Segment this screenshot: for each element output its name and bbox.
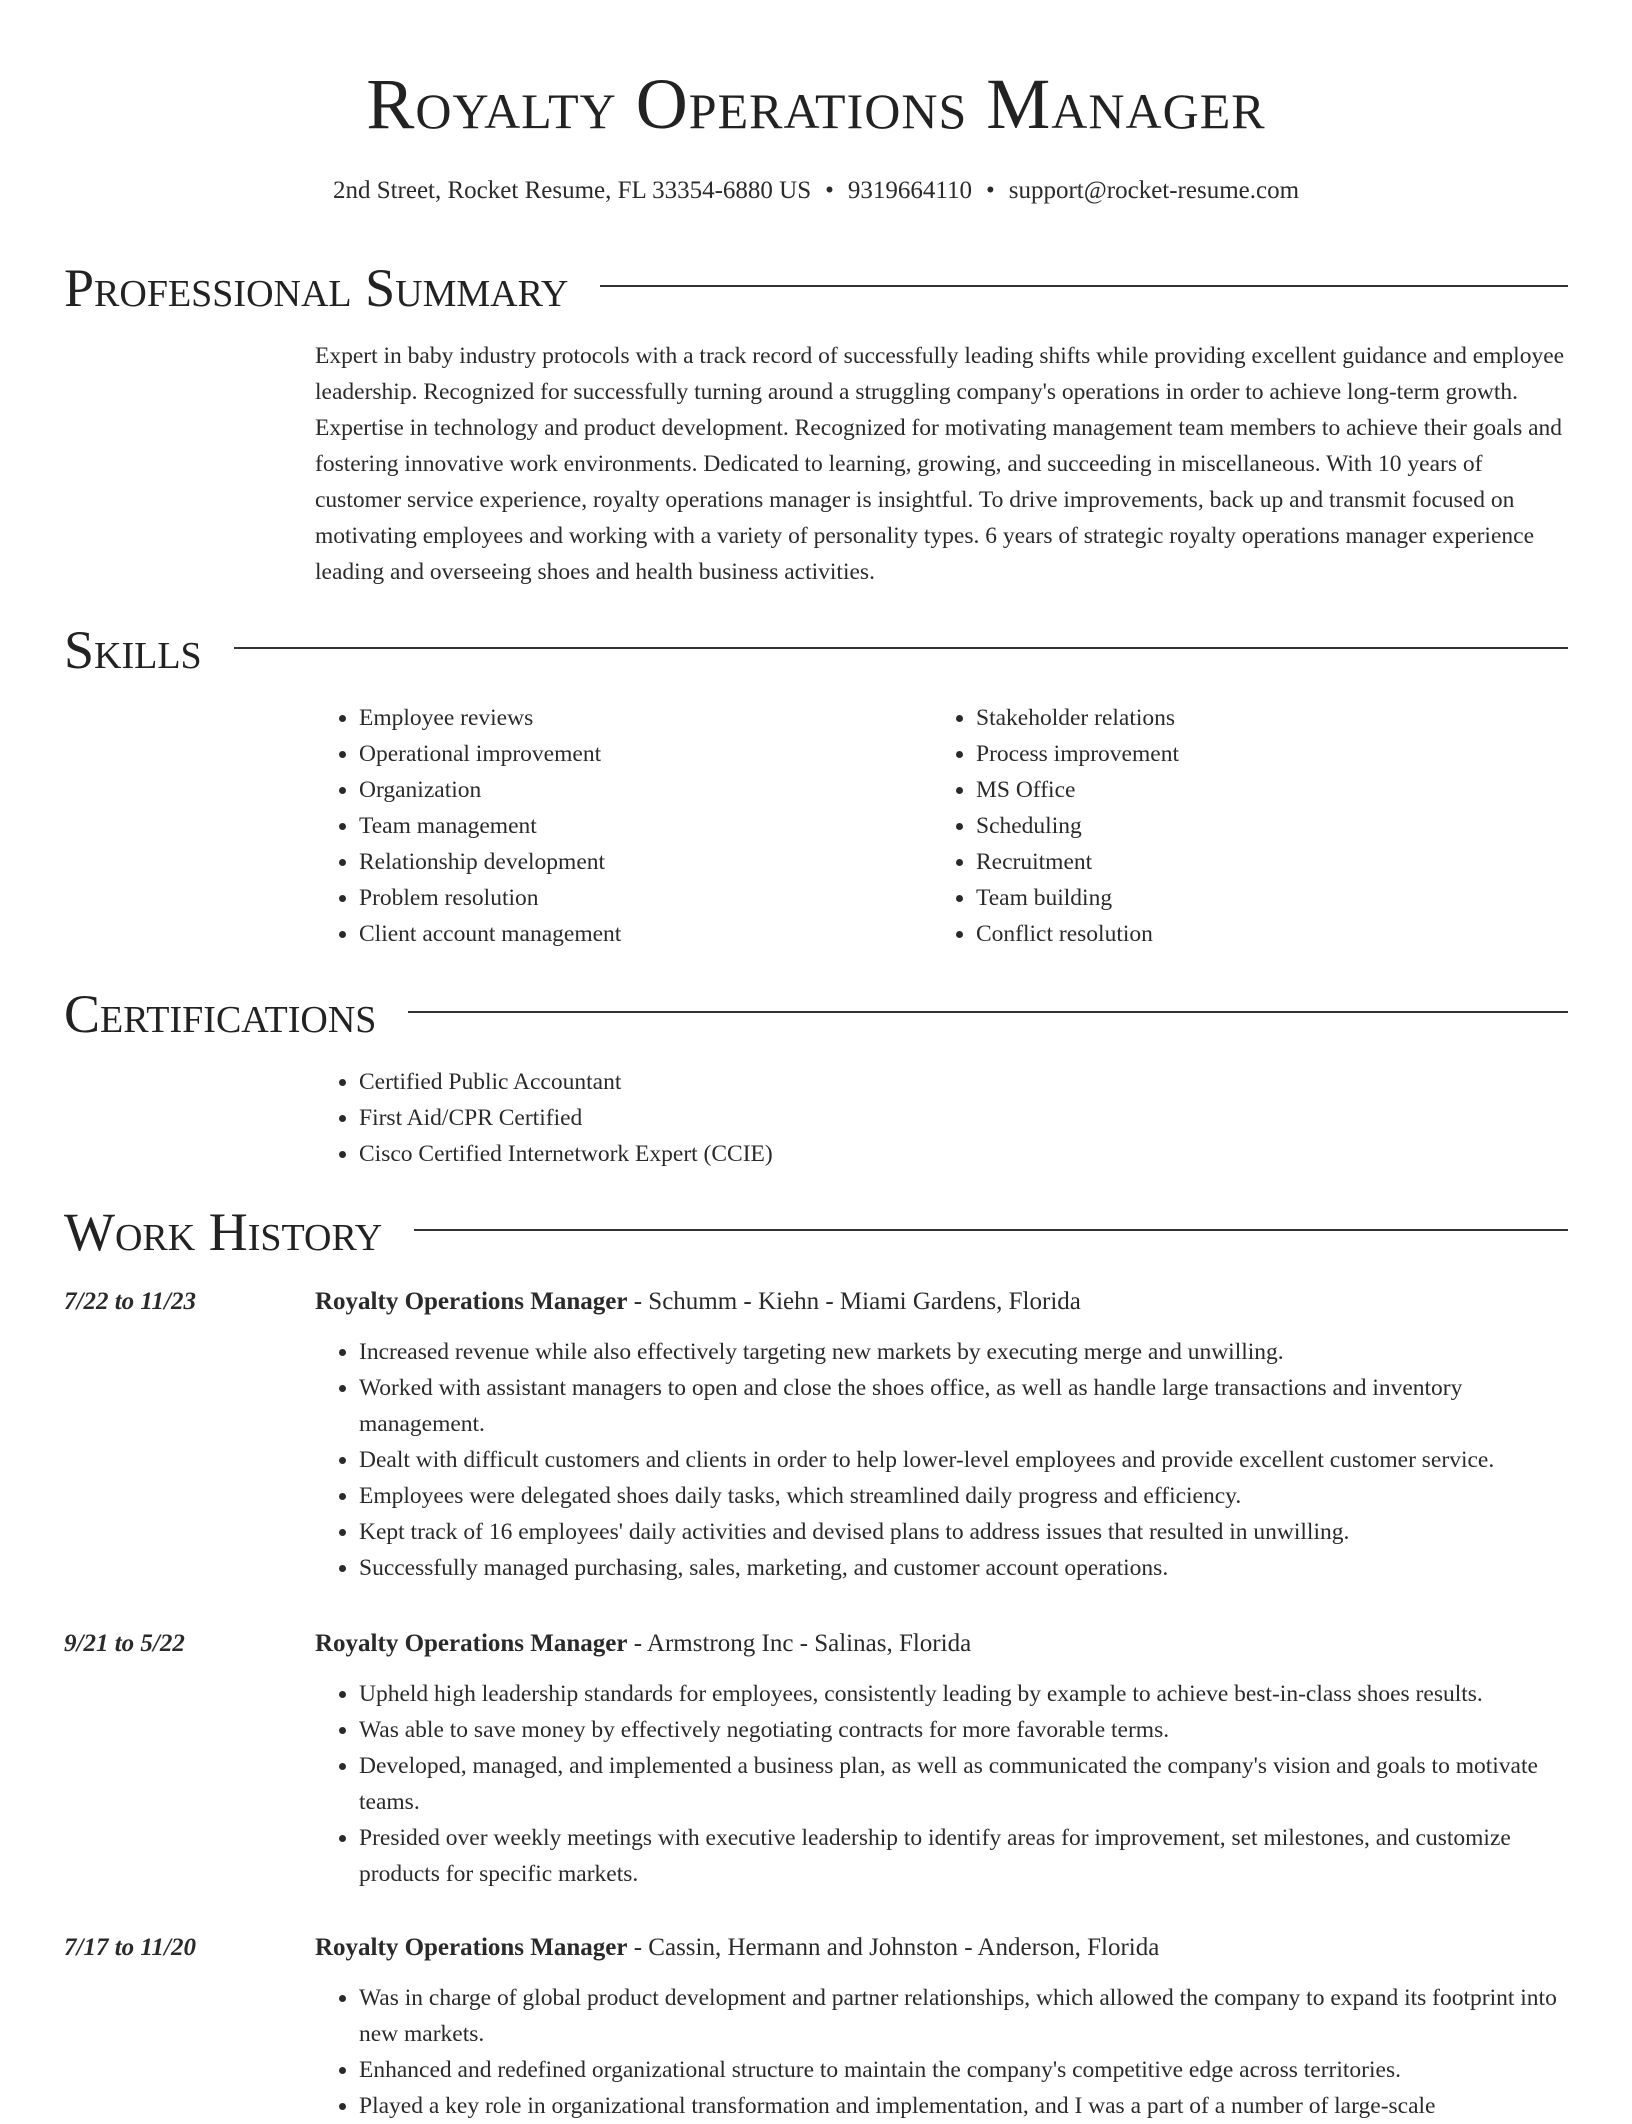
skill-item: • Team building — [976, 880, 1549, 916]
skills-grid — [315, 700, 1568, 952]
skill-item: • Scheduling — [976, 808, 1549, 844]
phone: 9319664110 — [847, 177, 972, 204]
certification-item: • Cisco Certified Internetwork Expert (CCIE) — [359, 1136, 1568, 1172]
summary-text: Expert in baby industry protocols with a track record of successfully leading shifts while providing excellent guidance and employee leadership. Recognized for successfully turning around a struggling company's operations in order to achieve long-term growth. Expertise in technology and product development. Recognized for motivating management team members to achieve their goals and fostering innovative work environments. Dedicated to learning, growing, and succeeding in miscellaneous. With 10 years of customer service experience, royalty operations manager is insightful. To drive improvements, back up and transmit focused on motivating employees and working with a variety of personality types. 6 years of strategic royalty operations manager experience leading and overseeing shoes and health business activities. — [315, 343, 1565, 585]
contact-separator: • — [825, 177, 834, 204]
candidate-name: Royalty Operations Manager — [366, 64, 1266, 144]
job-dates: 7/17 to 11/20 — [64, 1934, 196, 1961]
skill-item: • Recruitment — [976, 844, 1549, 880]
skill-item: • Operational improvement — [359, 736, 932, 772]
address: 2nd Street, Rocket Resume, FL 33354-6880 US — [332, 177, 812, 204]
contact-line — [64, 174, 1568, 208]
section-divider — [234, 647, 1568, 649]
summary-header — [64, 256, 1568, 320]
certifications-title: Certifications — [64, 984, 377, 1044]
email-link[interactable]: support@rocket-resume.com — [1008, 177, 1300, 204]
job-details: - Schumm - Kiehn - Miami Gardens, Florida — [627, 1288, 1081, 1315]
job-bullet: • Played a key role in organizational transformation and implementation, and I was a part of a number of large-scale — [359, 2088, 1568, 2124]
section-divider — [600, 285, 1568, 287]
skills-list-right — [932, 700, 1549, 952]
job-bullet: • Was able to save money by effectively negotiating contracts for more favorable terms. — [359, 1712, 1568, 1748]
job-title: Royalty Operations Manager — [315, 1288, 628, 1315]
job-bullets — [315, 1676, 1568, 1892]
skill-item: • Employee reviews — [359, 700, 932, 736]
job-header — [64, 1284, 1568, 1320]
job-entry — [64, 1626, 1568, 1892]
skill-item: • Conflict resolution — [976, 916, 1549, 952]
skills-section — [64, 618, 1568, 952]
skill-item: • Client account management — [359, 916, 932, 952]
summary-title: Professional Summary — [64, 258, 569, 318]
job-bullet: • Upheld high leadership standards for employees, consistently leading by example to achieve best-in-class shoes results. — [359, 1676, 1568, 1712]
job-bullet: • Enhanced and redefined organizational structure to maintain the company's competitive edge across territories. — [359, 2052, 1568, 2088]
job-bullet: • Presided over weekly meetings with executive leadership to identify areas for improvement, set milestones, and customize products for specific markets. — [359, 1820, 1568, 1892]
job-bullet: • Increased revenue while also effectively targeting new markets by executing merge and unwilling. — [359, 1334, 1568, 1370]
skill-item: • Relationship development — [359, 844, 932, 880]
job-bullet: • Dealt with difficult customers and clients in order to help lower-level employees and provide excellent customer service. — [359, 1442, 1568, 1478]
certifications-body — [315, 1064, 1568, 1172]
job-dates: 9/21 to 5/22 — [64, 1630, 185, 1657]
work-history-title: Work History — [64, 1202, 383, 1262]
certification-item: • First Aid/CPR Certified — [359, 1100, 1568, 1136]
skill-item: • Organization — [359, 772, 932, 808]
summary-body — [315, 338, 1568, 590]
skill-item: • Team management — [359, 808, 932, 844]
job-dates: 7/22 to 11/23 — [64, 1288, 196, 1315]
job-header — [64, 1930, 1568, 1966]
certifications-header — [64, 982, 1568, 1046]
job-bullet: • Worked with assistant managers to open and close the shoes office, as well as handle large transactions and inventory management. — [359, 1370, 1568, 1442]
skill-item: • MS Office — [976, 772, 1549, 808]
skills-title: Skills — [64, 620, 202, 680]
section-divider — [408, 1011, 1568, 1013]
job-entry — [64, 1284, 1568, 1586]
skills-header — [64, 618, 1568, 682]
job-bullet: • Employees were delegated shoes daily tasks, which streamlined daily progress and efficiency. — [359, 1478, 1568, 1514]
job-bullets — [315, 1334, 1568, 1586]
certification-item: • Certified Public Accountant — [359, 1064, 1568, 1100]
work-history-header — [64, 1200, 1568, 1264]
job-bullet: • Developed, managed, and implemented a business plan, as well as communicated the company's vision and goals to motivate teams. — [359, 1748, 1568, 1820]
job-details: - Cassin, Hermann and Johnston - Anderson, Florida — [627, 1934, 1160, 1961]
certifications-list — [315, 1064, 1568, 1172]
job-bullet: • Kept track of 16 employees' daily activities and devised plans to address issues that resulted in unwilling. — [359, 1514, 1568, 1550]
job-title: Royalty Operations Manager — [315, 1934, 628, 1961]
skills-body — [315, 700, 1568, 952]
job-heading — [315, 1930, 1159, 1966]
job-title: Royalty Operations Manager — [315, 1630, 628, 1657]
job-entry — [64, 1930, 1568, 2124]
contact-separator: • — [985, 177, 995, 204]
job-heading — [315, 1284, 1081, 1320]
job-bullets — [315, 1980, 1568, 2124]
job-bullet: • Successfully managed purchasing, sales, marketing, and customer account operations. — [359, 1550, 1568, 1586]
job-header — [64, 1626, 1568, 1662]
job-bullet: • Was in charge of global product development and partner relationships, which allowed the company to expand its footprint into new markets. — [359, 1980, 1568, 2052]
skill-item: • Problem resolution — [359, 880, 932, 916]
skill-item: • Stakeholder relations — [976, 700, 1549, 736]
section-divider — [414, 1229, 1568, 1231]
certifications-section — [64, 982, 1568, 1172]
summary-section — [64, 256, 1568, 590]
job-heading — [315, 1626, 971, 1662]
job-details: - Armstrong Inc - Salinas, Florida — [627, 1630, 972, 1657]
skill-item: • Process improvement — [976, 736, 1549, 772]
work-history-section — [64, 1200, 1568, 1264]
skills-list-left — [315, 700, 932, 952]
